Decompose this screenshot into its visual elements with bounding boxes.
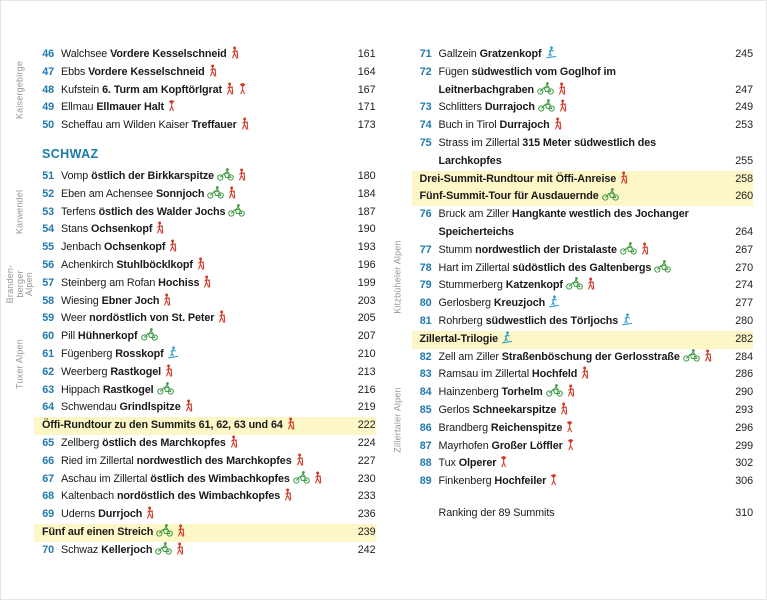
summit-row <box>412 206 754 242</box>
summit-number: 51 <box>42 169 54 182</box>
summit-number: 53 <box>42 205 54 218</box>
summit-row <box>34 64 376 82</box>
summit-row <box>412 420 754 438</box>
bike-icon <box>538 99 555 112</box>
summit-number: 78 <box>419 261 432 274</box>
summit-number: 69 <box>42 508 54 521</box>
summit-title: Schlitters Durrajoch <box>439 99 722 117</box>
page-number: 255 <box>735 154 753 167</box>
summit-number: 58 <box>42 294 54 307</box>
bike-icon <box>546 384 563 397</box>
hiker-icon <box>283 488 293 501</box>
summit-title: Ellmau Ellmauer Halt <box>61 99 344 117</box>
summit-title: Vomp östlich der Birkkarspitze <box>61 168 344 186</box>
summit-number: 82 <box>419 350 432 363</box>
summit-row <box>34 328 376 346</box>
highlight-tour-row <box>412 188 754 206</box>
climb-icon <box>499 455 508 468</box>
hiker-icon <box>559 402 569 415</box>
mountain-range-label: Branden- berger Alpen <box>4 264 34 303</box>
summit-title: Stummerberg Katzenkopf <box>439 277 722 295</box>
hiker-icon <box>184 399 194 412</box>
summit-title: Strass im Zillertal 315 Meter südwestlich des Larchkopfes <box>438 136 657 167</box>
hiker-icon <box>162 293 172 306</box>
summit-number: 84 <box>419 386 432 399</box>
summit-title: Fügen südwestlich vom Goglhof im Leitnerbachgraben <box>438 65 616 96</box>
summit-number: 54 <box>42 223 54 236</box>
bike-icon <box>207 186 224 199</box>
toc-group <box>14 310 376 417</box>
summit-row <box>412 505 754 523</box>
highlight-tour-row <box>34 524 376 542</box>
summit-title: Schwendau Grindlspitze <box>61 399 344 417</box>
page-number: 213 <box>357 365 376 378</box>
page-number: 253 <box>735 119 753 132</box>
bike-icon <box>155 542 172 555</box>
page-number: 230 <box>357 472 376 485</box>
hiker-icon <box>227 186 237 199</box>
summit-row <box>34 435 376 453</box>
page-number: 180 <box>357 169 376 182</box>
page-number: 296 <box>735 421 753 434</box>
toc-right-column <box>386 46 754 560</box>
page-number: 242 <box>357 543 376 556</box>
summit-title: Schwaz Kellerjoch <box>61 542 344 560</box>
summit-title: Drei-Summit-Rundtour mit Öffi-Anreise <box>412 171 722 189</box>
summit-title: Achenkirch Stuhlböcklkopf <box>61 257 344 275</box>
mountain-range-label: Kitzbüheler Alpen <box>391 240 402 315</box>
ski-icon <box>548 295 560 308</box>
page-number: 164 <box>357 65 376 78</box>
summit-row <box>34 221 376 239</box>
summit-title: Gerlosberg Kreuzjoch <box>439 295 722 313</box>
summit-row <box>412 402 754 420</box>
page-number: 190 <box>357 223 376 236</box>
hiker-icon <box>580 366 590 379</box>
hiker-icon <box>553 117 563 130</box>
bike-icon <box>293 471 310 484</box>
summit-title: Stumm nordwestlich der Dristalaste <box>439 242 722 260</box>
summit-title: Finkenberg Hochfeiler <box>439 473 722 491</box>
summit-title: Aschau im Zillertal östlich des Wimbachkopfes <box>61 471 344 489</box>
summit-title: Mayrhofen Großer Löffler <box>439 438 722 456</box>
summit-number: 55 <box>42 241 54 254</box>
summit-number: 85 <box>419 403 432 416</box>
summit-title: Brandberg Reichenspitze <box>439 420 722 438</box>
ski-icon <box>621 313 633 326</box>
toc-group <box>391 349 754 491</box>
summit-number: 64 <box>42 401 54 414</box>
summit-title: Terfens östlich des Walder Jochs <box>61 204 344 222</box>
page-number: 224 <box>357 436 376 449</box>
summit-title: Rohrberg südwestlich des Törljochs <box>439 313 722 331</box>
hiker-icon <box>229 435 239 448</box>
climb-icon <box>565 420 574 433</box>
summit-title: Eben am Achensee Sonnjoch <box>61 186 344 204</box>
page-number: 282 <box>735 332 753 345</box>
summit-title: Gallzein Gratzenkopf <box>439 46 722 64</box>
summit-number: 88 <box>419 457 432 470</box>
mountain-range-label: Zillertaler Alpen <box>391 387 402 453</box>
summit-title: Ramsau im Zillertal Hochfeld <box>439 366 722 384</box>
bike-icon <box>157 382 174 395</box>
summit-row <box>34 382 376 400</box>
ski-icon <box>501 331 513 344</box>
page-number: 173 <box>357 119 376 132</box>
summit-title: Fügenberg Rosskopf <box>61 346 344 364</box>
summit-number: 66 <box>42 454 54 467</box>
region-heading: SCHWAZ <box>42 146 99 161</box>
summit-row <box>34 471 376 489</box>
summit-row <box>412 135 754 171</box>
hiker-icon <box>225 82 235 95</box>
page-number: 277 <box>735 297 753 310</box>
bike-icon <box>217 168 234 181</box>
page-number: 310 <box>735 506 753 519</box>
hiker-icon <box>196 257 206 270</box>
toc-group <box>412 46 754 206</box>
page-number: 270 <box>735 261 753 274</box>
bike-icon <box>141 328 158 341</box>
summit-title: Buch in Tirol Durrajoch <box>439 117 722 135</box>
summit-title: Gerlos Schneekarspitze <box>439 402 722 420</box>
page-number: 171 <box>357 101 376 114</box>
summit-number: 57 <box>42 276 54 289</box>
hiker-icon <box>168 239 178 252</box>
summit-number: 74 <box>419 119 432 132</box>
summit-row <box>412 64 754 100</box>
summit-row <box>34 117 376 135</box>
summit-title: Ried im Zillertal nordwestlich des Marchkopfes <box>61 453 344 471</box>
hiker-icon <box>240 117 250 130</box>
summit-row <box>34 542 376 560</box>
summit-row <box>412 313 754 331</box>
summit-row <box>34 488 376 506</box>
toc-group <box>14 46 376 135</box>
summit-number: 47 <box>42 65 54 78</box>
page-number: 249 <box>735 101 753 114</box>
summit-title: Kufstein 6. Turm am Kopftörlgrat <box>61 82 344 100</box>
hiker-icon <box>175 542 185 555</box>
page-number: 184 <box>357 187 376 200</box>
page-number: 280 <box>735 314 753 327</box>
page-number: 258 <box>735 172 753 185</box>
page-number: 222 <box>357 419 376 432</box>
summit-title: Bruck am Ziller Hangkante westlich des Jochanger Speicherteichs <box>438 208 689 238</box>
summit-title: Zellberg östlich des Marchkopfes <box>61 435 344 453</box>
mountain-range-label: Kaisergebirge <box>14 61 25 120</box>
summit-title: Fünf-Summit-Tour für Ausdauernde <box>412 188 722 206</box>
summit-number: 48 <box>42 83 54 96</box>
highlight-tour-row <box>412 171 754 189</box>
summit-title: Walchsee Vordere Kesselschneid <box>61 46 344 64</box>
summit-number: 65 <box>42 436 54 449</box>
summit-title: Fünf auf einen Streich <box>34 524 344 542</box>
summit-row <box>34 99 376 117</box>
hiker-icon <box>230 46 240 59</box>
page-number: 306 <box>735 475 753 488</box>
summit-number: 59 <box>42 312 54 325</box>
summit-number: 80 <box>419 297 432 310</box>
summit-number: 70 <box>42 543 54 556</box>
summit-row <box>34 257 376 275</box>
summit-number: 60 <box>42 330 54 343</box>
summit-number: 89 <box>419 475 432 488</box>
summit-title: Ebbs Vordere Kesselschneid <box>61 64 344 82</box>
toc-group <box>14 168 376 257</box>
summit-title: Zell am Ziller Straßenböschung der Gerlosstraße <box>439 349 722 367</box>
summit-row <box>412 46 754 64</box>
mountain-range-label: Tuxer Alpen <box>14 338 25 389</box>
climb-icon <box>566 438 575 451</box>
summit-row <box>34 275 376 293</box>
bike-icon <box>566 277 583 290</box>
summit-number: 71 <box>419 48 432 60</box>
hiker-icon <box>586 277 596 290</box>
highlight-tour-row <box>34 417 376 435</box>
hiker-icon <box>619 171 629 184</box>
summit-row <box>34 399 376 417</box>
summit-row <box>412 277 754 295</box>
page-number: 286 <box>735 368 753 381</box>
page-number: 210 <box>357 347 376 360</box>
summit-title: Uderns Durrjoch <box>61 506 344 524</box>
hiker-icon <box>566 384 576 397</box>
highlight-tour-row <box>412 331 754 349</box>
page-number: 293 <box>735 403 753 416</box>
summit-number: 46 <box>42 48 54 60</box>
summit-row <box>34 506 376 524</box>
summit-row <box>34 204 376 222</box>
hiker-icon <box>164 364 174 377</box>
toc-group <box>391 206 754 348</box>
summit-title: Hippach Rastkogel <box>61 382 344 400</box>
page-number: 233 <box>357 490 376 503</box>
summit-number: 87 <box>419 439 432 452</box>
summit-row <box>412 384 754 402</box>
page-number: 247 <box>735 83 753 96</box>
page-number: 219 <box>357 401 376 414</box>
page-number: 236 <box>357 508 376 521</box>
bike-icon <box>683 349 700 362</box>
bike-icon <box>156 524 173 537</box>
page-number: 199 <box>357 276 376 289</box>
bike-icon <box>228 204 245 217</box>
hiker-icon <box>295 453 305 466</box>
summit-row <box>34 364 376 382</box>
hiker-icon <box>208 64 218 77</box>
climb-icon <box>549 473 558 486</box>
toc-group <box>4 257 376 310</box>
hiker-icon <box>202 275 212 288</box>
summit-row <box>34 186 376 204</box>
hiker-icon <box>176 524 186 537</box>
page-number: 227 <box>357 454 376 467</box>
page-number: 274 <box>735 279 753 292</box>
summit-row <box>34 453 376 471</box>
summit-number: 81 <box>419 314 432 327</box>
summit-row <box>34 46 376 64</box>
summit-title: Ranking der 89 Summits <box>438 506 555 519</box>
page-number: 302 <box>735 457 753 470</box>
toc-left-column <box>4 46 376 560</box>
hiker-icon <box>558 99 568 112</box>
page-number: 267 <box>735 243 753 256</box>
summit-row <box>412 295 754 313</box>
summit-title: Wiesing Ebner Joch <box>61 293 344 311</box>
summit-row <box>412 99 754 117</box>
mountain-range-label: Karwendel <box>14 190 25 235</box>
summit-title: Stans Ochsenkopf <box>61 221 344 239</box>
summit-number: 61 <box>42 347 54 360</box>
summit-row <box>412 242 754 260</box>
summit-number: 75 <box>419 136 432 149</box>
hiker-icon <box>286 417 296 430</box>
climb-icon <box>238 82 247 95</box>
page-number: 203 <box>357 294 376 307</box>
page-number: 260 <box>735 190 753 203</box>
summit-row <box>412 260 754 278</box>
bike-icon <box>654 260 671 273</box>
summit-row <box>34 239 376 257</box>
summit-number: 56 <box>42 258 54 271</box>
hiker-icon <box>155 221 165 234</box>
ski-icon <box>545 46 557 59</box>
page-number: 207 <box>357 330 376 343</box>
summit-title: Zillertal-Trilogie <box>412 331 722 349</box>
ski-icon <box>167 346 179 359</box>
summit-number: 83 <box>419 368 432 381</box>
summit-title: Scheffau am Wilden Kaiser Treffauer <box>61 117 344 135</box>
summit-number: 72 <box>419 65 432 78</box>
bike-icon <box>620 242 637 255</box>
summit-row <box>412 455 754 473</box>
page-number: 167 <box>357 83 376 96</box>
page-number: 196 <box>357 258 376 271</box>
summit-number: 68 <box>42 490 54 503</box>
summit-title: Weerberg Rastkogel <box>61 364 344 382</box>
summit-row <box>34 310 376 328</box>
page-number: 290 <box>735 386 753 399</box>
page-number: 245 <box>735 48 753 60</box>
summit-title: Pill Hühnerkopf <box>61 328 344 346</box>
summit-number: 52 <box>42 187 54 200</box>
summit-row <box>412 349 754 367</box>
summit-row <box>412 438 754 456</box>
hiker-icon <box>313 471 323 484</box>
summit-number: 86 <box>419 421 432 434</box>
hiker-icon <box>557 82 567 95</box>
summit-title: Jenbach Ochsenkopf <box>61 239 344 257</box>
summit-row <box>34 82 376 100</box>
summit-row <box>34 346 376 364</box>
hiker-icon <box>217 310 227 323</box>
summit-title: Steinberg am Rofan Hochiss <box>61 275 344 293</box>
summit-number: 62 <box>42 365 54 378</box>
bike-icon <box>602 188 619 201</box>
summit-number: 79 <box>419 279 432 292</box>
summit-row <box>412 117 754 135</box>
summit-number: 49 <box>42 101 54 114</box>
summit-title: Hainzenberg Torhelm <box>439 384 722 402</box>
summit-number: 76 <box>419 208 432 221</box>
page-number: 264 <box>735 225 753 238</box>
hiker-icon <box>237 168 247 181</box>
climb-icon <box>167 99 176 112</box>
summit-title: Tux Olperer <box>439 455 722 473</box>
page-number: 161 <box>357 48 376 60</box>
page-number: 193 <box>357 241 376 254</box>
summit-row <box>412 366 754 384</box>
page-number: 205 <box>357 312 376 325</box>
page-number: 284 <box>735 350 753 363</box>
hiker-icon <box>640 242 650 255</box>
summit-number: 50 <box>42 119 54 132</box>
page-number: 239 <box>357 525 376 538</box>
summit-title: Hart im Zillertal südöstlich des Galtenbergs <box>439 260 722 278</box>
toc-group <box>34 417 376 559</box>
summit-title: Öffi-Rundtour zu den Summits 61, 62, 63 und 64 <box>34 417 344 435</box>
summit-row <box>34 293 376 311</box>
page-number: 299 <box>735 439 753 452</box>
summit-number: 63 <box>42 383 54 396</box>
toc-group <box>412 505 754 523</box>
page-number: 216 <box>357 383 376 396</box>
summit-title: Weer nordöstlich von St. Peter <box>61 310 344 328</box>
summit-number: 67 <box>42 472 54 485</box>
bike-icon <box>537 82 554 95</box>
summit-number: 77 <box>419 243 432 256</box>
hiker-icon <box>145 506 155 519</box>
page-number: 187 <box>357 205 376 218</box>
hiker-icon <box>703 349 713 362</box>
summit-title: Kaltenbach nordöstlich des Wimbachkopfes <box>61 488 344 506</box>
summit-row <box>412 473 754 491</box>
summit-row <box>34 168 376 186</box>
summit-number: 73 <box>419 101 432 114</box>
